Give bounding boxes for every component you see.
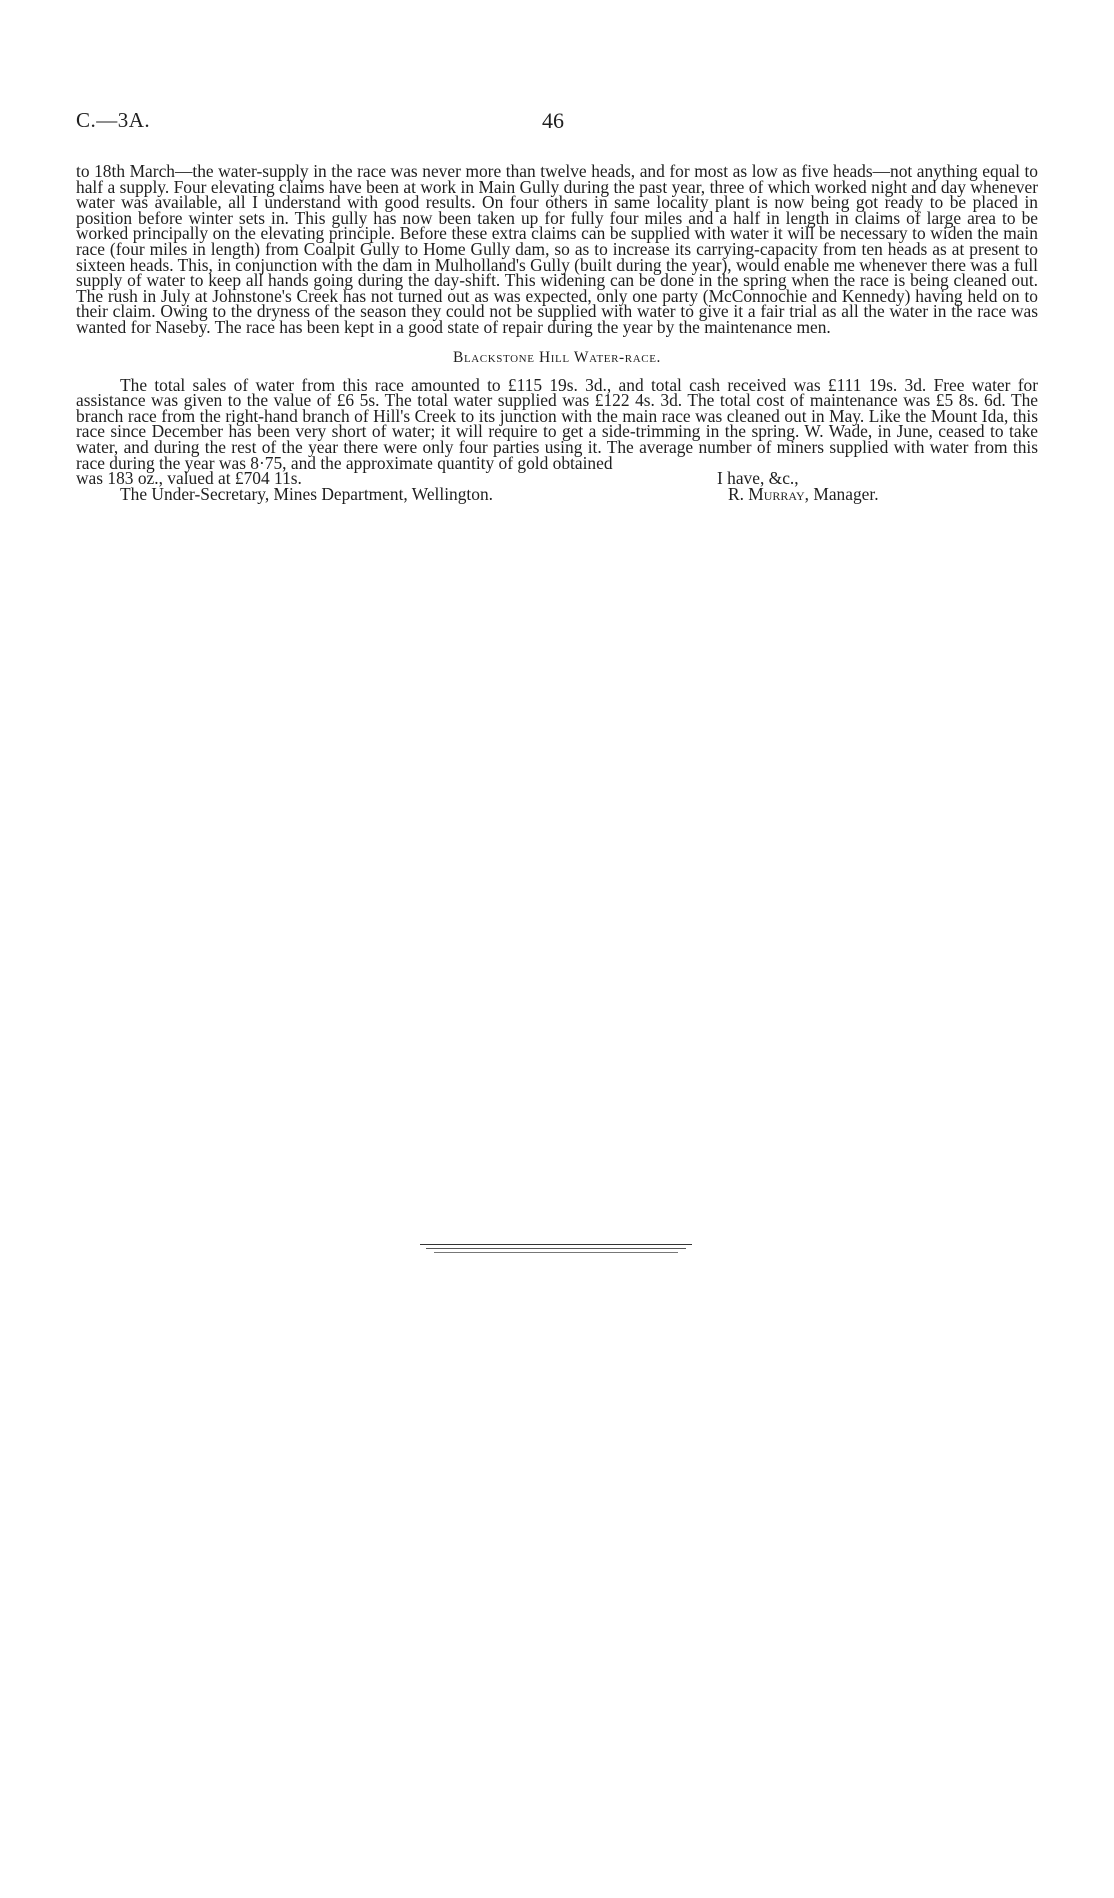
body-text <box>76 161 1038 505</box>
signature-name: Murray <box>748 484 805 505</box>
address-line <box>76 484 1038 505</box>
section-heading: Blackstone Hill Water-race. <box>453 348 661 366</box>
document-code: C.—3A. <box>76 108 151 132</box>
paragraph-final-line: was 183 oz., valued at £704 11s. <box>76 468 302 489</box>
signature-title: , Manager. <box>804 484 879 505</box>
continued-paragraph: to 18th March—the water-supply in the race was never more than twelve heads, and for most as low as five heads—not anything equal to half a supply. Four elevating claims have been at work in Main Gully during the past year, three of which worked night and day whenever water was available, all I understand with good results. On four others in same locality plant is now being got ready to be placed in position before winter sets in. This gully has now been taken up for fully four miles and a half in length in claims of large area to be worked principally on the elevating principle. Before these extra claims can be supplied with water it will be necessary to widen the main race (four miles in length) from Coalpit Gully to Home Gully dam, so as to increase its carrying-capacity from ten heads as at present to sixteen heads. This, in conjunction with the dam in Mulholland's Gully (built during the year), would enable me whenever there was a full supply of water to keep all hands going during the day-shift. This widening can be done in the spring when the race is being cleaned out. The rush in July at Johnstone's Creek has not turned out as was expected, only one party (McConnochie and Kennedy) having held on to their claim. Owing to the dryness of the season they could not be supplied with water to give it a fair trial as all the water in the race was wanted for Naseby. The race has been kept in a good state of repair during the year by the maintenance men. <box>76 161 1038 337</box>
end-rule-divider <box>420 1244 692 1253</box>
closing-salutation: I have, &c., <box>717 468 799 489</box>
signature-initial: R. <box>728 484 749 505</box>
signature <box>728 484 879 505</box>
page-header <box>76 108 1038 138</box>
addressee: The Under-Secretary, Mines Department, Wellington. <box>120 484 493 505</box>
blackstone-hill-paragraph: The total sales of water from this race amounted to £115 19s. 3d., and total cash received was £111 19s. 3d. Free water for assistance was given to the value of £6 5s. The total water supplied was £122 4s. 3d. The total cost of maintenance was £5 8s. 6d. The branch race from the right-hand branch of Hill's Creek to its junction with the main race was cleaned out in May. Like the Mount Ida, this race since December has been very short of water; it will require to get a side-trimming in the spring. W. Wade, in June, ceased to take water, and during the rest of the year there were only four parties using it. The average number of miners supplied with water from this race during the year was 8·75, and the approximate quantity of gold obtained <box>76 374 1038 473</box>
page-number: 46 <box>542 108 564 133</box>
